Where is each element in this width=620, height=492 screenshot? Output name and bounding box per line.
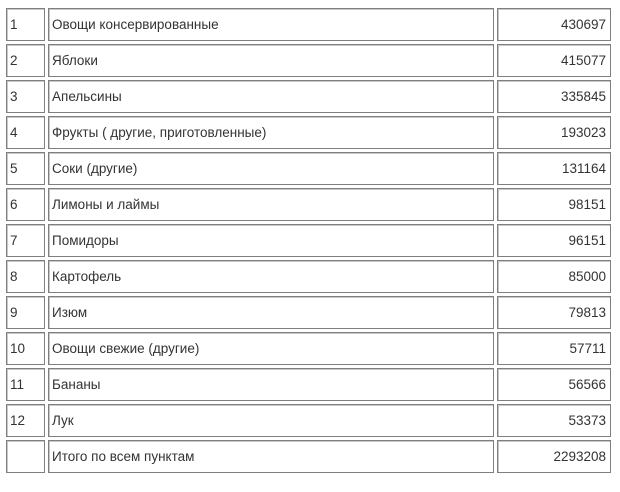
row-value: 131164 <box>497 152 611 185</box>
table-row <box>6 224 611 257</box>
row-value: 85000 <box>497 260 611 293</box>
row-value: 57711 <box>497 332 611 365</box>
row-value: 415077 <box>497 44 611 77</box>
row-value: 193023 <box>497 116 611 149</box>
row-value: 56566 <box>497 368 611 401</box>
table-row <box>6 260 611 293</box>
row-number: 10 <box>6 332 45 365</box>
table-row <box>6 116 611 149</box>
row-number: 7 <box>6 224 45 257</box>
row-number: 8 <box>6 260 45 293</box>
table-row <box>6 80 611 113</box>
row-value: 430697 <box>497 8 611 41</box>
row-value: 96151 <box>497 224 611 257</box>
row-number: 1 <box>6 8 45 41</box>
total-row <box>6 440 611 473</box>
table-row <box>6 368 611 401</box>
row-name: Фрукты ( другие, приготовленные) <box>48 116 494 149</box>
row-name: Соки (другие) <box>48 152 494 185</box>
total-value: 2293208 <box>497 440 611 473</box>
row-number: 2 <box>6 44 45 77</box>
row-name: Овощи свежие (другие) <box>48 332 494 365</box>
row-name: Яблоки <box>48 44 494 77</box>
row-name: Помидоры <box>48 224 494 257</box>
row-name: Овощи консервированные <box>48 8 494 41</box>
data-table <box>3 5 614 476</box>
table-body <box>6 8 611 473</box>
row-number: 4 <box>6 116 45 149</box>
row-value: 98151 <box>497 188 611 221</box>
row-value: 335845 <box>497 80 611 113</box>
table-row <box>6 404 611 437</box>
row-number: 3 <box>6 80 45 113</box>
table-row <box>6 8 611 41</box>
row-name: Изюм <box>48 296 494 329</box>
row-name: Бананы <box>48 368 494 401</box>
row-value: 53373 <box>497 404 611 437</box>
row-number: 9 <box>6 296 45 329</box>
row-name: Лук <box>48 404 494 437</box>
total-number <box>6 440 45 473</box>
row-number: 6 <box>6 188 45 221</box>
row-name: Апельсины <box>48 80 494 113</box>
row-number: 5 <box>6 152 45 185</box>
row-name: Лимоны и лаймы <box>48 188 494 221</box>
row-number: 12 <box>6 404 45 437</box>
table-row <box>6 296 611 329</box>
table-row <box>6 44 611 77</box>
row-number: 11 <box>6 368 45 401</box>
total-label: Итого по всем пунктам <box>48 440 494 473</box>
table-row <box>6 188 611 221</box>
row-value: 79813 <box>497 296 611 329</box>
table-row <box>6 152 611 185</box>
table-row <box>6 332 611 365</box>
row-name: Картофель <box>48 260 494 293</box>
